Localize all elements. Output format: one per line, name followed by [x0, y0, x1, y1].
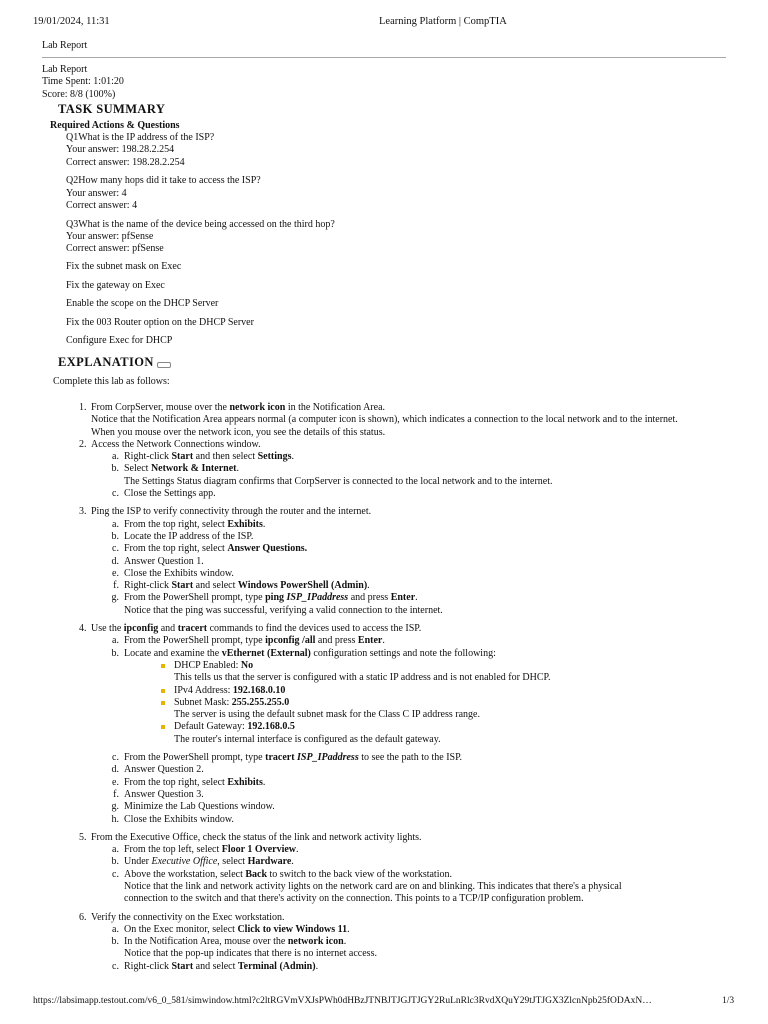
- report-header: [42, 64, 124, 101]
- explanation-intro: Complete this lab as follows:: [53, 376, 170, 387]
- score: Score: 8/8 (100%): [42, 88, 116, 100]
- explanation-heading: [58, 356, 171, 368]
- divider: [42, 57, 726, 58]
- step-4: 4. Use the ipconfig and tracert commands to find the devices used to access the ISP. a. From the PowerShell prompt, type ipconfig /all and press Enter. b. Locate and examine the vEthernet (External) configuration settings and note the following: DHCP Enabled: No This tells us that the server is configured with a static IP address and is not enabled for DHCP. IPv4 Address: 192.168.0.10 Subnet Mask: 255.255.255.0 The server is using the default subnet mask for the Class C IP address range. Default Gateway: 192.168.0.5 The router's internal interface is configured as the default gateway. c. From the PowerShell prompt, type tracert ISP_IPaddress to see the path to the ISP. d. Answer Question 2. e. From the top right, select Exhibits. f. Answer Question 3. g. Minimize the Lab Questions window. h. Close the Exhibits window.: [79, 623, 551, 825]
- page-number: 1/3: [722, 996, 735, 1006]
- action-5: Configure Exec for DHCP: [66, 335, 173, 346]
- print-datetime: 19/01/2024, 11:31: [33, 16, 110, 27]
- action-1: Fix the subnet mask on Exec: [66, 261, 182, 272]
- step-6: 6. Verify the connectivity on the Exec workstation. a. On the Exec monitor, select Click to view Windows 11. b. In the Notification Area, mouse over the network icon. Notice that the pop-up indicates that there is no internet access. c. Right-click Start and select Terminal (Admin).: [79, 911, 377, 972]
- step-3: 3. Ping the ISP to verify connectivity through the router and the internet. a. From the top right, select Exhibits. b. Locate the IP address of the ISP. c. From the top right, select Answer Questions. d. Answer Question 1. e. Close the Exhibits window. f. Right-click Start and select Windows PowerShell (Admin). g. From the PowerShell prompt, type ping ISP_IPaddress and press Enter. Notice that the ping was successful, verifying a valid connection to the internet.: [79, 506, 443, 616]
- answer-2: Your answer: 4: [66, 187, 127, 199]
- explanation-title: EXPLANATION: [58, 355, 154, 369]
- required-actions-heading: Required Actions & Questions: [50, 120, 180, 131]
- questions-block: [66, 132, 335, 256]
- print-url: https://labsimapp.testout.com/v6_0_581/simwindow.html?c2ltRGVmVXJsPWh0dHBzJTNBJTJGJTJGY2RuLnRlc3RvdXQuY29tJTJGX3ZlcnNpb25fODAxN…: [33, 996, 652, 1006]
- step-1: 1. From CorpServer, mouse over the network icon in the Notification Area. Notice that the Notification Area appears normal (a computer icon is shown), which indicates a connection to the local network and to the internet. When you mouse over the network icon, you see the details of this status.: [79, 402, 678, 438]
- question-3: Q3What is the name of the device being accessed on the third hop?: [66, 218, 335, 230]
- correct-1: Correct answer: 198.28.2.254: [66, 156, 185, 168]
- answer-1: Your answer: 198.28.2.254: [66, 144, 175, 156]
- page-label: Lab Report: [42, 40, 88, 51]
- step-2: 2. Access the Network Connections window. a. Right-click Start and then select Settings. b. Select Network & Internet. The Settings Status diagram confirms that CorpServer is connected to the local network and to the internet. c. Close the Settings app.: [79, 438, 553, 500]
- correct-2: Correct answer: 4: [66, 199, 138, 211]
- report-title: Lab Report: [42, 64, 88, 75]
- time-spent: Time Spent: 1:01:20: [42, 76, 124, 88]
- question-1: Q1What is the IP address of the ISP?: [66, 132, 215, 143]
- correct-3: Correct answer: pfSense: [66, 243, 164, 255]
- action-3: Enable the scope on the DHCP Server: [66, 298, 219, 309]
- action-2: Fix the gateway on Exec: [66, 280, 165, 291]
- question-2: Q2How many hops did it take to access the ISP?: [66, 175, 261, 187]
- action-4: Fix the 003 Router option on the DHCP Server: [66, 317, 254, 328]
- collapse-toggle-icon[interactable]: [157, 362, 171, 368]
- answer-3: Your answer: pfSense: [66, 231, 154, 243]
- print-site-title: Learning Platform | CompTIA: [379, 16, 507, 27]
- steps-list: [79, 402, 739, 973]
- step-5: 5. From the Executive Office, check the status of the link and network activity lights. a. From the top left, select Floor 1 Overview. b. Under Executive Office, select Hardware. c. Above the workstation, select Back to switch to the back view of the workstation. Notice that the link and network activity lights on the network card are on and blinking. This indicates that there's a physical connection to the switch and that there's activity on the connection. This points to a TCP/IP configuration problem.: [79, 831, 622, 905]
- task-summary-heading: TASK SUMMARY: [58, 102, 166, 116]
